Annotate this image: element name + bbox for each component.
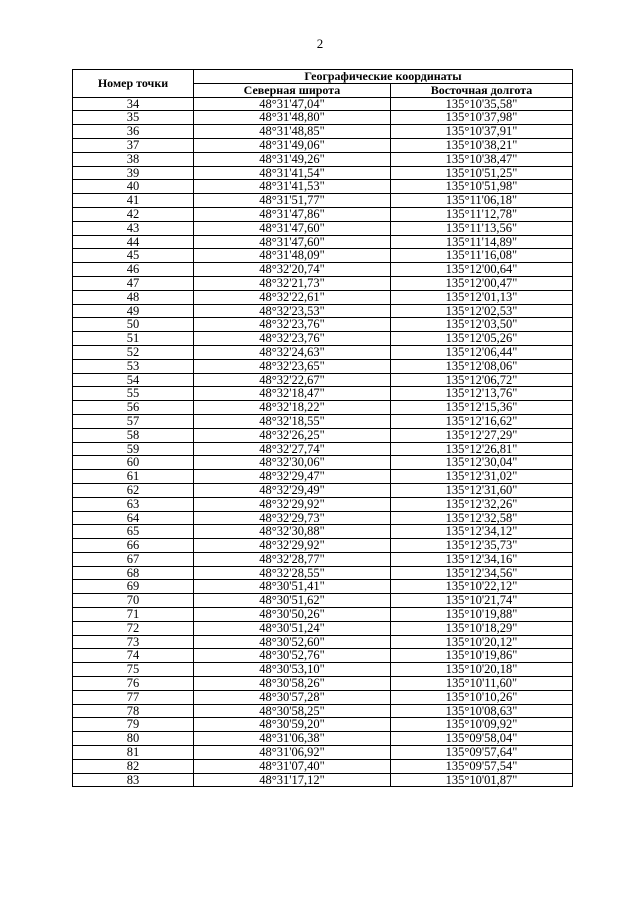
longitude-cell: 135°10'51,25" bbox=[391, 166, 573, 180]
point-number-cell: 78 bbox=[73, 704, 194, 718]
point-number-cell: 40 bbox=[73, 180, 194, 194]
point-number-cell: 57 bbox=[73, 414, 194, 428]
latitude-cell: 48°31'48,80" bbox=[194, 111, 391, 125]
longitude-cell: 135°12'02,53" bbox=[391, 304, 573, 318]
longitude-cell: 135°12'26,81" bbox=[391, 442, 573, 456]
point-number-cell: 38 bbox=[73, 152, 194, 166]
latitude-cell: 48°32'27,74" bbox=[194, 442, 391, 456]
table-row bbox=[73, 138, 573, 152]
longitude-cell: 135°12'00,47" bbox=[391, 276, 573, 290]
latitude-cell: 48°30'52,60" bbox=[194, 635, 391, 649]
point-number-cell: 50 bbox=[73, 318, 194, 332]
table-row bbox=[73, 608, 573, 622]
point-number-cell: 69 bbox=[73, 580, 194, 594]
point-number-cell: 52 bbox=[73, 345, 194, 359]
point-number-cell: 39 bbox=[73, 166, 194, 180]
longitude-cell: 135°10'20,12" bbox=[391, 635, 573, 649]
table-row bbox=[73, 235, 573, 249]
latitude-cell: 48°32'30,06" bbox=[194, 456, 391, 470]
point-number-cell: 77 bbox=[73, 690, 194, 704]
longitude-cell: 135°10'01,87" bbox=[391, 773, 573, 787]
latitude-cell: 48°31'47,04" bbox=[194, 97, 391, 111]
point-number-cell: 45 bbox=[73, 249, 194, 263]
point-number-cell: 66 bbox=[73, 539, 194, 553]
table-row bbox=[73, 594, 573, 608]
header-north-latitude: Северная широта bbox=[194, 83, 391, 97]
latitude-cell: 48°31'48,85" bbox=[194, 125, 391, 139]
table-header bbox=[73, 70, 573, 98]
table-row bbox=[73, 290, 573, 304]
longitude-cell: 135°10'09,92" bbox=[391, 718, 573, 732]
latitude-cell: 48°30'57,28" bbox=[194, 690, 391, 704]
table-row bbox=[73, 483, 573, 497]
longitude-cell: 135°10'20,18" bbox=[391, 663, 573, 677]
longitude-cell: 135°09'57,64" bbox=[391, 746, 573, 760]
table-row bbox=[73, 566, 573, 580]
table-row bbox=[73, 759, 573, 773]
table-row bbox=[73, 677, 573, 691]
table-row bbox=[73, 304, 573, 318]
point-number-cell: 60 bbox=[73, 456, 194, 470]
latitude-cell: 48°30'50,26" bbox=[194, 608, 391, 622]
longitude-cell: 135°10'19,86" bbox=[391, 649, 573, 663]
point-number-cell: 42 bbox=[73, 207, 194, 221]
latitude-cell: 48°31'49,26" bbox=[194, 152, 391, 166]
header-geographic-coordinates: Географические координаты bbox=[194, 70, 573, 84]
table-row bbox=[73, 649, 573, 663]
longitude-cell: 135°12'05,26" bbox=[391, 332, 573, 346]
point-number-cell: 67 bbox=[73, 552, 194, 566]
point-number-cell: 55 bbox=[73, 387, 194, 401]
latitude-cell: 48°31'48,09" bbox=[194, 249, 391, 263]
latitude-cell: 48°31'47,60" bbox=[194, 235, 391, 249]
longitude-cell: 135°11'13,56" bbox=[391, 221, 573, 235]
header-east-longitude: Восточная долгота bbox=[391, 83, 573, 97]
latitude-cell: 48°32'23,53" bbox=[194, 304, 391, 318]
table-row bbox=[73, 166, 573, 180]
table-row bbox=[73, 125, 573, 139]
point-number-cell: 41 bbox=[73, 194, 194, 208]
table-row bbox=[73, 180, 573, 194]
longitude-cell: 135°12'34,12" bbox=[391, 525, 573, 539]
point-number-cell: 35 bbox=[73, 111, 194, 125]
point-number-cell: 83 bbox=[73, 773, 194, 787]
header-point-number: Номер точки bbox=[73, 70, 194, 98]
point-number-cell: 34 bbox=[73, 97, 194, 111]
point-number-cell: 64 bbox=[73, 511, 194, 525]
table-row bbox=[73, 690, 573, 704]
latitude-cell: 48°30'53,10" bbox=[194, 663, 391, 677]
longitude-cell: 135°09'58,04" bbox=[391, 732, 573, 746]
longitude-cell: 135°12'13,76" bbox=[391, 387, 573, 401]
latitude-cell: 48°32'20,74" bbox=[194, 263, 391, 277]
longitude-cell: 135°11'12,78" bbox=[391, 207, 573, 221]
table-row bbox=[73, 345, 573, 359]
table-row bbox=[73, 276, 573, 290]
longitude-cell: 135°09'57,54" bbox=[391, 759, 573, 773]
longitude-cell: 135°10'37,91" bbox=[391, 125, 573, 139]
table-row bbox=[73, 152, 573, 166]
point-number-cell: 81 bbox=[73, 746, 194, 760]
point-number-cell: 63 bbox=[73, 497, 194, 511]
point-number-cell: 51 bbox=[73, 332, 194, 346]
point-number-cell: 61 bbox=[73, 470, 194, 484]
latitude-cell: 48°32'22,67" bbox=[194, 373, 391, 387]
longitude-cell: 135°12'34,56" bbox=[391, 566, 573, 580]
table-row bbox=[73, 359, 573, 373]
table-row bbox=[73, 746, 573, 760]
latitude-cell: 48°32'29,73" bbox=[194, 511, 391, 525]
longitude-cell: 135°12'30,04" bbox=[391, 456, 573, 470]
latitude-cell: 48°32'22,61" bbox=[194, 290, 391, 304]
latitude-cell: 48°31'49,06" bbox=[194, 138, 391, 152]
point-number-cell: 49 bbox=[73, 304, 194, 318]
longitude-cell: 135°10'38,21" bbox=[391, 138, 573, 152]
longitude-cell: 135°12'27,29" bbox=[391, 428, 573, 442]
longitude-cell: 135°12'34,16" bbox=[391, 552, 573, 566]
point-number-cell: 36 bbox=[73, 125, 194, 139]
table-row bbox=[73, 773, 573, 787]
longitude-cell: 135°11'16,08" bbox=[391, 249, 573, 263]
table-row bbox=[73, 387, 573, 401]
latitude-cell: 48°32'24,63" bbox=[194, 345, 391, 359]
longitude-cell: 135°12'35,73" bbox=[391, 539, 573, 553]
latitude-cell: 48°31'51,77" bbox=[194, 194, 391, 208]
longitude-cell: 135°10'08,63" bbox=[391, 704, 573, 718]
longitude-cell: 135°11'06,18" bbox=[391, 194, 573, 208]
longitude-cell: 135°12'15,36" bbox=[391, 401, 573, 415]
latitude-cell: 48°32'18,55" bbox=[194, 414, 391, 428]
latitude-cell: 48°32'18,47" bbox=[194, 387, 391, 401]
latitude-cell: 48°32'23,65" bbox=[194, 359, 391, 373]
table-row bbox=[73, 718, 573, 732]
longitude-cell: 135°10'11,60" bbox=[391, 677, 573, 691]
latitude-cell: 48°32'29,47" bbox=[194, 470, 391, 484]
table-row bbox=[73, 318, 573, 332]
longitude-cell: 135°12'16,62" bbox=[391, 414, 573, 428]
table-row bbox=[73, 732, 573, 746]
table-row bbox=[73, 470, 573, 484]
longitude-cell: 135°10'22,12" bbox=[391, 580, 573, 594]
longitude-cell: 135°12'31,60" bbox=[391, 483, 573, 497]
longitude-cell: 135°10'37,98" bbox=[391, 111, 573, 125]
latitude-cell: 48°30'51,62" bbox=[194, 594, 391, 608]
longitude-cell: 135°12'00,64" bbox=[391, 263, 573, 277]
latitude-cell: 48°32'29,92" bbox=[194, 497, 391, 511]
point-number-cell: 75 bbox=[73, 663, 194, 677]
table-row bbox=[73, 332, 573, 346]
table-row bbox=[73, 428, 573, 442]
table-row bbox=[73, 456, 573, 470]
table-row bbox=[73, 525, 573, 539]
latitude-cell: 48°32'29,49" bbox=[194, 483, 391, 497]
latitude-cell: 48°30'58,25" bbox=[194, 704, 391, 718]
point-number-cell: 70 bbox=[73, 594, 194, 608]
latitude-cell: 48°32'18,22" bbox=[194, 401, 391, 415]
table-row bbox=[73, 442, 573, 456]
latitude-cell: 48°32'21,73" bbox=[194, 276, 391, 290]
longitude-cell: 135°10'18,29" bbox=[391, 621, 573, 635]
table-row bbox=[73, 580, 573, 594]
table-row bbox=[73, 497, 573, 511]
table-row bbox=[73, 194, 573, 208]
longitude-cell: 135°10'10,26" bbox=[391, 690, 573, 704]
point-number-cell: 53 bbox=[73, 359, 194, 373]
point-number-cell: 43 bbox=[73, 221, 194, 235]
point-number-cell: 76 bbox=[73, 677, 194, 691]
longitude-cell: 135°11'14,89" bbox=[391, 235, 573, 249]
table-row bbox=[73, 539, 573, 553]
point-number-cell: 48 bbox=[73, 290, 194, 304]
point-number-cell: 71 bbox=[73, 608, 194, 622]
longitude-cell: 135°12'32,26" bbox=[391, 497, 573, 511]
table-row bbox=[73, 207, 573, 221]
latitude-cell: 48°31'06,92" bbox=[194, 746, 391, 760]
table-row bbox=[73, 249, 573, 263]
latitude-cell: 48°30'59,20" bbox=[194, 718, 391, 732]
latitude-cell: 48°31'06,38" bbox=[194, 732, 391, 746]
point-number-cell: 54 bbox=[73, 373, 194, 387]
point-number-cell: 72 bbox=[73, 621, 194, 635]
table-row bbox=[73, 373, 573, 387]
table-row bbox=[73, 511, 573, 525]
table-row bbox=[73, 663, 573, 677]
latitude-cell: 48°32'29,92" bbox=[194, 539, 391, 553]
longitude-cell: 135°10'38,47" bbox=[391, 152, 573, 166]
latitude-cell: 48°31'17,12" bbox=[194, 773, 391, 787]
page-number: 2 bbox=[316, 36, 324, 51]
latitude-cell: 48°32'28,55" bbox=[194, 566, 391, 580]
latitude-cell: 48°32'26,25" bbox=[194, 428, 391, 442]
longitude-cell: 135°10'19,88" bbox=[391, 608, 573, 622]
table-row bbox=[73, 221, 573, 235]
table-row bbox=[73, 111, 573, 125]
latitude-cell: 48°30'51,24" bbox=[194, 621, 391, 635]
longitude-cell: 135°10'51,98" bbox=[391, 180, 573, 194]
point-number-cell: 56 bbox=[73, 401, 194, 415]
table-row bbox=[73, 552, 573, 566]
latitude-cell: 48°32'23,76" bbox=[194, 318, 391, 332]
table-row bbox=[73, 97, 573, 111]
table-body bbox=[73, 97, 573, 787]
longitude-cell: 135°12'06,72" bbox=[391, 373, 573, 387]
table-row bbox=[73, 263, 573, 277]
longitude-cell: 135°12'01,13" bbox=[391, 290, 573, 304]
point-number-cell: 79 bbox=[73, 718, 194, 732]
longitude-cell: 135°10'35,58" bbox=[391, 97, 573, 111]
coordinates-table bbox=[72, 69, 573, 787]
point-number-cell: 73 bbox=[73, 635, 194, 649]
point-number-cell: 65 bbox=[73, 525, 194, 539]
point-number-cell: 47 bbox=[73, 276, 194, 290]
latitude-cell: 48°30'58,26" bbox=[194, 677, 391, 691]
point-number-cell: 59 bbox=[73, 442, 194, 456]
latitude-cell: 48°32'28,77" bbox=[194, 552, 391, 566]
point-number-cell: 80 bbox=[73, 732, 194, 746]
point-number-cell: 74 bbox=[73, 649, 194, 663]
point-number-cell: 62 bbox=[73, 483, 194, 497]
point-number-cell: 82 bbox=[73, 759, 194, 773]
table-row bbox=[73, 704, 573, 718]
latitude-cell: 48°31'41,54" bbox=[194, 166, 391, 180]
latitude-cell: 48°30'52,76" bbox=[194, 649, 391, 663]
point-number-cell: 68 bbox=[73, 566, 194, 580]
latitude-cell: 48°31'41,53" bbox=[194, 180, 391, 194]
point-number-cell: 46 bbox=[73, 263, 194, 277]
table-row bbox=[73, 621, 573, 635]
longitude-cell: 135°12'03,50" bbox=[391, 318, 573, 332]
longitude-cell: 135°12'08,06" bbox=[391, 359, 573, 373]
table-row bbox=[73, 414, 573, 428]
longitude-cell: 135°12'31,02" bbox=[391, 470, 573, 484]
latitude-cell: 48°31'07,40" bbox=[194, 759, 391, 773]
latitude-cell: 48°31'47,60" bbox=[194, 221, 391, 235]
longitude-cell: 135°12'32,58" bbox=[391, 511, 573, 525]
latitude-cell: 48°32'30,88" bbox=[194, 525, 391, 539]
point-number-cell: 44 bbox=[73, 235, 194, 249]
latitude-cell: 48°32'23,76" bbox=[194, 332, 391, 346]
longitude-cell: 135°10'21,74" bbox=[391, 594, 573, 608]
table-row bbox=[73, 401, 573, 415]
latitude-cell: 48°30'51,41" bbox=[194, 580, 391, 594]
point-number-cell: 37 bbox=[73, 138, 194, 152]
longitude-cell: 135°12'06,44" bbox=[391, 345, 573, 359]
table-row bbox=[73, 635, 573, 649]
point-number-cell: 58 bbox=[73, 428, 194, 442]
latitude-cell: 48°31'47,86" bbox=[194, 207, 391, 221]
